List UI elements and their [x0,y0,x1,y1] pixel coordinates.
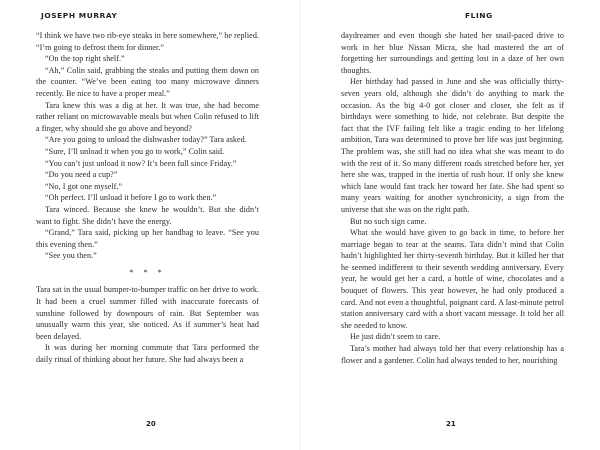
paragraph: “Sure, I’ll unload it when you go to work,” Colin said. [45,146,225,156]
paragraph: Tara knew this was a dig at her. It was true, she had become rather reliant on microwavable meals but when Colin refused to lift a finger, why should she go above and beyond? [36,100,259,133]
paragraph: “On the top right shelf.” [45,54,125,64]
paragraph: Her birthday had passed in June and she was officially thirty-seven years old, although she didn’t do anything to mark the occasion. As the big 4-0 got closer and closer, she felt as if birthdays were something to hide, not celebrate. But despite the fact that the IVF failing felt like a tragic ending to her lifelong ambition, Tara was determined to prove her life was just beginning. The problem was, she still had no idea what she was meant to do with the rest of it. So many different roads stretched before her, yet here she was, trapped in the inertia of rush hour. If only she knew which lane would fast track her toward her fate. She had spent so many years waiting for another synchronicity, a sign from the universe that she was on the right path. [341,77,564,214]
paragraph: “I think we have two rib-eye steaks in here somewhere,” he replied. “I’m going to defrost them for dinner.” [36,31,259,52]
paragraph: Tara’s mother had always told her that every relationship has a flower and a gardener. Colin had always tended to her, nourishing [341,344,564,365]
left-page-text [36,30,259,366]
paragraph: “Are you going to unload the dishwasher today?” Tara asked. [45,135,247,145]
paragraph: “You can’t just unload it now? It’s been full since Friday.” [45,158,237,168]
paragraph: “See you then.” [45,251,97,261]
paragraph: “No, I got one myself.” [45,181,123,191]
right-page [300,0,600,450]
paragraph: What she would have given to go back in time, to before her marriage began to tear at the seams. Tara didn’t mind that Colin hadn’t highlighted her thirty-seventh birthday. But it killed her that he seemed indifferent to their seventh wedding anniversary. Every year, he would get her a card, a bottle of wine, chocolates and a bouquet of flowers. This year however, he had only produced a card. And not even a thoughtful, poignant card. A last-minute petrol station anniversary card with a short vacant message. It told her all she needed to know. [341,228,564,330]
paragraph: “Oh perfect. I’ll unload it before I go to work then.” [45,193,217,203]
running-head-author: JOSEPH MURRAY [41,11,118,20]
paragraph: “Ah,” Colin said, grabbing the steaks and putting them down on the counter. “We’ve been eating too many microwave dinners recently. Be nice to have a proper meal.” [36,65,259,98]
paragraph: It was during her morning commute that Tara performed the daily ritual of thinking about her future. She had always been a [36,343,259,365]
paragraph: Tara sat in the usual bumper-to-bumper traffic on her drive to work. It had been a cruel summer filled with inaccurate forecasts of sunshine followed by downpours of rain. But September was unusually warm this year, she noticed. As if summer’s heat had been delayed. [36,285,259,341]
paragraph: But no such sign came. [350,216,427,226]
scene-break: * * * [129,267,166,277]
page-number-left: 20 [146,420,156,428]
page-number-right: 21 [446,420,456,428]
right-page-text [341,30,564,366]
running-head-title: FLING [465,11,493,20]
paragraph: daydreamer and even though she hated her snail-paced drive to work in her blue Nissan Micra, she had mastered the art of forgetting her surroundings and getting lost in a daze of her own thoughts. [341,31,564,75]
paragraph: He just didn’t seem to care. [350,332,441,342]
paragraph: “Do you need a cup?” [45,170,118,180]
paragraph: “Grand,” Tara said, picking up her handbag to leave. “See you this evening then.” [36,228,259,249]
paragraph: Tara winced. Because she knew he wouldn’t. But she didn’t want to fight. She didn’t have the energy. [36,204,259,226]
